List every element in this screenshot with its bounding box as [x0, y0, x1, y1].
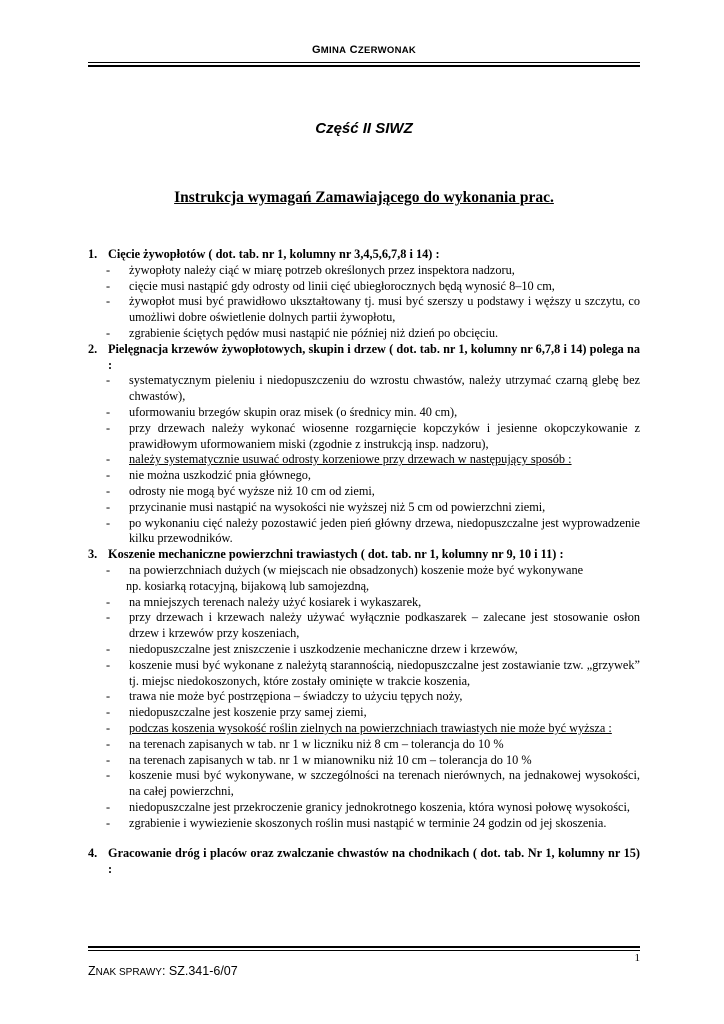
list-item	[88, 816, 640, 832]
header-rule-thin	[88, 62, 640, 63]
page-number: 1	[634, 952, 640, 964]
section-heading-text: Koszenie mechaniczne powierzchni trawiastych ( dot. tab. nr 1, kolumny nr 9, 10 i 11) :	[108, 547, 564, 562]
list-item	[88, 468, 640, 484]
list-item	[88, 658, 640, 690]
section-heading-text: Pielęgnacja krzewów żywopłotowych, skupin i drzew ( dot. tab. nr 1, kolumny nr 6,7,8 i 14) polega na :	[108, 341, 640, 372]
list-item	[88, 642, 640, 658]
section-number: 1.	[88, 247, 98, 261]
list-item	[88, 768, 640, 800]
bullet-dash: -	[106, 610, 111, 625]
list-item	[88, 452, 640, 468]
header-small-mina: MINA	[320, 45, 347, 56]
bullet-dash: -	[106, 294, 111, 309]
section-4-heading	[88, 846, 640, 878]
bullet-dash: -	[106, 562, 111, 577]
section-heading-text: Gracowanie dróg i placów oraz zwalczanie chwastów na chodnikach ( dot. tab. Nr 1, kolumny nr 15) :	[108, 846, 640, 877]
header-big-g: G	[311, 44, 321, 56]
list-item-text: odrosty nie mogą być wyższe niż 10 cm od ziemi,	[129, 483, 375, 498]
list-item-text: żywopłoty należy ciąć w miarę potrzeb określonych przez inspektora nadzoru,	[129, 262, 515, 277]
list-item-text: żywopłot musi być prawidłowo ukształtowany tj. musi być szerszy u podstawy i węższy u szczytu, co umożliwi dobre oświetlenie dolnych partii żywopłotu,	[129, 294, 640, 325]
bullet-dash: -	[106, 720, 111, 735]
bullet-dash: -	[106, 594, 111, 609]
bullet-dash: -	[106, 752, 111, 767]
list-item	[88, 326, 640, 342]
bullet-dash: -	[106, 404, 111, 419]
list-item-text-underlined: należy systematycznie usuwać odrosty korzeniowe przy drzewach w następujący sposób :	[129, 452, 572, 467]
list-item	[88, 294, 640, 326]
list-item-text: na terenach zapisanych w tab. nr 1 w mianowniku niż 10 cm – tolerancja do 10 %	[129, 752, 532, 767]
bullet-dash: -	[106, 689, 111, 704]
list-item-text: koszenie musi być wykonane z należytą starannością, niedopuszczalne jest zostawianie tzw. „grzywek” tj. miejsc niedokoszonych, które zostały ominięte w trakcie koszenia,	[129, 657, 640, 688]
list-item	[88, 689, 640, 705]
bullet-dash: -	[106, 468, 111, 483]
section-1-heading	[88, 247, 640, 263]
list-item-text: przy drzewach należy wykonać wiosenne rozgarnięcie kopczyków i jesienne okopczykowanie z prawidłowym uformowaniem miski (zgodnie z instrukcją insp. nadzoru),	[129, 420, 640, 451]
instruction-title: Instrukcja wymagań Zamawiającego do wykonania prac.	[174, 189, 554, 206]
list-item	[88, 373, 640, 405]
bullet-dash: -	[106, 262, 111, 277]
list-item	[88, 705, 640, 721]
list-item	[88, 563, 640, 595]
list-item-text: cięcie musi nastąpić gdy odrosty od linii cięć ubiegłorocznych będą wynosić 8–10 cm,	[129, 278, 555, 293]
bullet-dash: -	[106, 799, 111, 814]
section-number: 4.	[88, 846, 98, 861]
bullet-dash: -	[106, 768, 111, 783]
bullet-dash: -	[106, 815, 111, 830]
list-item-text: przycinanie musi nastąpić na wysokości nie wyższej niż 5 cm od powierzchni ziemi,	[129, 499, 546, 514]
bullet-dash: -	[106, 515, 111, 530]
section-2-heading	[88, 342, 640, 374]
list-item-text: zgrabienie ściętych pędów musi nastąpić nie później niż dzień po obcięciu.	[129, 325, 499, 340]
sign-small-text: NAK SPRAWY	[95, 967, 162, 978]
bullet-dash: -	[106, 499, 111, 514]
bullet-dash: -	[106, 420, 111, 435]
list-item	[88, 753, 640, 769]
list-item-text: przy drzewach i krzewach należy używać wyłącznie podkaszarek – zalecane jest stosowanie osłon drzew i krzewów przy koszeniach,	[129, 610, 640, 641]
bullet-dash: -	[106, 278, 111, 293]
list-item	[88, 737, 640, 753]
section-number: 3.	[88, 547, 98, 562]
list-item-text: na powierzchniach dużych (w miejscach nie obsadzonych) koszenie może być wykonywane	[129, 562, 584, 577]
section-number: 2.	[88, 341, 98, 356]
footer-rule-thin	[88, 950, 640, 951]
list-item	[88, 721, 640, 737]
section-3-list	[88, 563, 640, 832]
spacer	[88, 831, 640, 846]
case-reference	[88, 964, 238, 978]
list-item-text: trawa nie może być postrzępiona – świadczy to użyciu tępych noży,	[129, 689, 463, 704]
bullet-dash: -	[106, 657, 111, 672]
list-item	[88, 421, 640, 453]
section-1-list	[88, 263, 640, 342]
list-item	[88, 595, 640, 611]
list-item	[88, 610, 640, 642]
section-heading-text: Cięcie żywopłotów ( dot. tab. nr 1, kolumny nr 3,4,5,6,7,8 i 14) :	[108, 247, 440, 261]
list-item-text: zgrabienie i wywiezienie skoszonych roślin musi nastąpić w terminie 24 godzin od jej skoszenia.	[129, 815, 607, 830]
bullet-dash: -	[106, 452, 111, 467]
list-item	[88, 279, 640, 295]
bullet-dash: -	[106, 641, 111, 656]
list-item-text: po wykonaniu cięć należy pozostawić jeden pień główny drzewa, niedopuszczalne jest wyprowadzenie kilku przewodników.	[129, 515, 640, 546]
list-item	[88, 263, 640, 279]
list-item-text: niedopuszczalne jest zniszczenie i uszkodzenie mechaniczne drzew i krzewów,	[129, 641, 518, 656]
list-item-text: niedopuszczalne jest koszenie przy samej ziemi,	[129, 705, 367, 720]
list-item-text: systematycznym pieleniu i niedopuszczeniu do wzrostu chwastów, należy utrzymać czarną glebę bez chwastów),	[129, 373, 640, 404]
sign-value: : SZ.341-6/07	[161, 964, 238, 978]
bullet-dash: -	[106, 483, 111, 498]
bullet-dash: -	[106, 705, 111, 720]
list-item-text-underlined: podczas koszenia wysokość roślin zielnych na powierzchniach trawiastych nie może być wyższa :	[129, 720, 612, 735]
bullet-dash: -	[106, 736, 111, 751]
document-body	[88, 247, 640, 878]
list-item	[88, 484, 640, 500]
list-item-text: koszenie musi być wykonywane, w szczególności na terenach nierównych, na jednakowej wysokości, na całej powierzchni,	[129, 768, 640, 799]
header-rule-thick	[88, 65, 640, 67]
list-item-text: na mniejszych terenach należy użyć kosiarek i wykaszarek,	[129, 594, 422, 609]
list-item	[88, 405, 640, 421]
footer-rule-thick	[88, 946, 640, 948]
list-item-text: nie można uszkodzić pnia głównego,	[129, 468, 312, 483]
bullet-dash: -	[106, 325, 111, 340]
list-item-text: na terenach zapisanych w tab. nr 1 w liczniku niż 8 cm – tolerancja do 10 %	[129, 736, 504, 751]
section-3-heading	[88, 547, 640, 563]
header-small-zerwonak: ZERWONAK	[357, 45, 417, 56]
part-title: Część II SIWZ	[315, 120, 413, 137]
list-item	[88, 516, 640, 548]
list-item-continuation: np. kosiarką rotacyjną, bijakową lub samojezdną,	[126, 578, 370, 593]
bullet-dash: -	[106, 373, 111, 388]
header-big-c: C	[349, 44, 358, 56]
list-item	[88, 500, 640, 516]
section-2-list	[88, 373, 640, 547]
page-header-title	[88, 44, 640, 56]
list-item-text: uformowaniu brzegów skupin oraz misek (o średnicy min. 40 cm),	[129, 404, 458, 419]
list-item	[88, 800, 640, 816]
list-item-text: niedopuszczalne jest przekroczenie granicy jednokrotnego koszenia, która wynosi połowę wysokości,	[129, 799, 630, 814]
sign-big-z: Z	[88, 964, 96, 978]
